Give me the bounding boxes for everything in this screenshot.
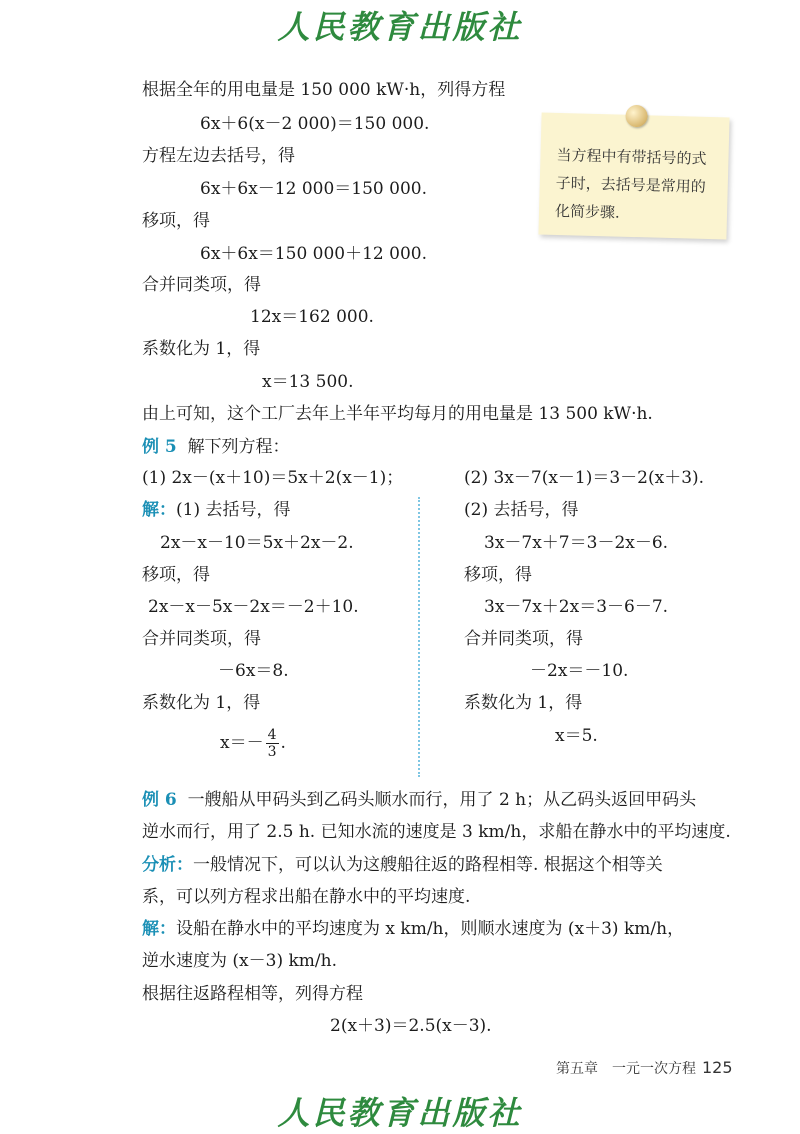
equation: 6x＋6x＝150 000＋12 000. (200, 244, 427, 264)
equation: 12x＝162 000. (250, 307, 374, 327)
solution-line (142, 917, 684, 941)
step-text: 系数化为 1，得 (142, 693, 261, 713)
equation-suffix: . (280, 733, 286, 753)
equation: 2x－x－5x－2x＝－2＋10. (148, 597, 359, 617)
solution-left-start (142, 498, 290, 522)
equation-fraction (220, 723, 286, 763)
example-text: 逆水而行，用了 2.5 h. 已知水流的速度是 3 km/h，求船在静水中的平均速度. (142, 822, 731, 842)
equation-prefix: x＝－ (220, 733, 264, 753)
solution-text: 根据往返路程相等，列得方程 (142, 984, 363, 1004)
analysis-line (142, 853, 663, 877)
solution-text: 逆水速度为 (x－3) km/h. (142, 951, 337, 971)
equation: 6x＋6(x－2 000)＝150 000. (200, 114, 430, 134)
example-text: 一艘船从甲码头到乙码头顺水而行，用了 2 h；从乙码头返回甲码头 (187, 790, 697, 810)
sticky-note (538, 113, 729, 240)
text-line: 移项，得 (142, 211, 210, 231)
publisher-watermark-top: 人民教育出版社 (277, 8, 523, 46)
analysis-text: 一般情况下，可以认为这艘船往返的路程相等. 根据这个相等关 (193, 855, 663, 875)
example-label: 例 6 (142, 790, 177, 810)
equation: 3x－7x＋2x＝3－6－7. (484, 597, 669, 617)
text-line: 根据全年的用电量是 150 000 kW·h，列得方程 (142, 80, 506, 100)
step-text: (1) 去括号，得 (176, 500, 291, 520)
analysis-label: 分析： (142, 855, 193, 875)
solution-text: 设船在静水中的平均速度为 x km/h，则顺水速度为 (x＋3) km/h， (176, 919, 685, 939)
pushpin-icon (625, 105, 648, 128)
step-text: 合并同类项，得 (142, 629, 261, 649)
equation: x＝13 500. (262, 372, 354, 392)
step-text: 合并同类项，得 (464, 629, 583, 649)
equation: 3x－7x＋7＝3－2x－6. (484, 533, 669, 553)
page-footer (556, 1058, 733, 1078)
equation: x＝5. (555, 726, 598, 746)
example-5-heading (142, 435, 290, 459)
step-text: (2) 去括号，得 (464, 500, 579, 520)
fraction-denominator: 3 (267, 744, 277, 760)
problem-2: (2) 3x－7(x－1)＝3－2(x＋3). (464, 468, 705, 488)
text-line: 方程左边去括号，得 (142, 146, 295, 166)
chapter-title: 第五章 一元一次方程 (556, 1061, 696, 1077)
problem-1: (1) 2x－(x＋10)＝5x＋2(x－1)； (142, 468, 404, 488)
step-text: 系数化为 1，得 (464, 693, 583, 713)
column-divider (418, 497, 420, 777)
example-title: 解下列方程： (187, 437, 290, 457)
fraction-numerator: 4 (267, 727, 277, 743)
equation: 2(x＋3)＝2.5(x－3). (330, 1016, 492, 1036)
equation: －2x＝－10. (530, 661, 629, 681)
equation: －6x＝8. (218, 661, 289, 681)
text-line: 系数化为 1，得 (142, 339, 261, 359)
step-text: 移项，得 (464, 565, 532, 585)
publisher-watermark-bottom: 人民教育出版社 (277, 1094, 523, 1132)
solution-label: 解： (142, 500, 176, 520)
page-number: 125 (702, 1058, 733, 1077)
fraction (266, 727, 279, 760)
equation: 6x＋6x－12 000＝150 000. (200, 179, 427, 199)
solution-label: 解： (142, 919, 176, 939)
step-text: 移项，得 (142, 565, 210, 585)
equation: 2x－x－10＝5x＋2x－2. (160, 533, 354, 553)
note-text: 当方程中有带括号的式子时，去括号是常用的化简步骤. (554, 145, 707, 222)
analysis-text: 系，可以列方程求出船在静水中的平均速度. (142, 887, 471, 907)
example-6-heading (142, 788, 696, 812)
text-line: 合并同类项，得 (142, 275, 261, 295)
text-line: 由上可知，这个工厂去年上半年平均每月的用电量是 13 500 kW·h. (142, 404, 653, 424)
example-label: 例 5 (142, 437, 177, 457)
